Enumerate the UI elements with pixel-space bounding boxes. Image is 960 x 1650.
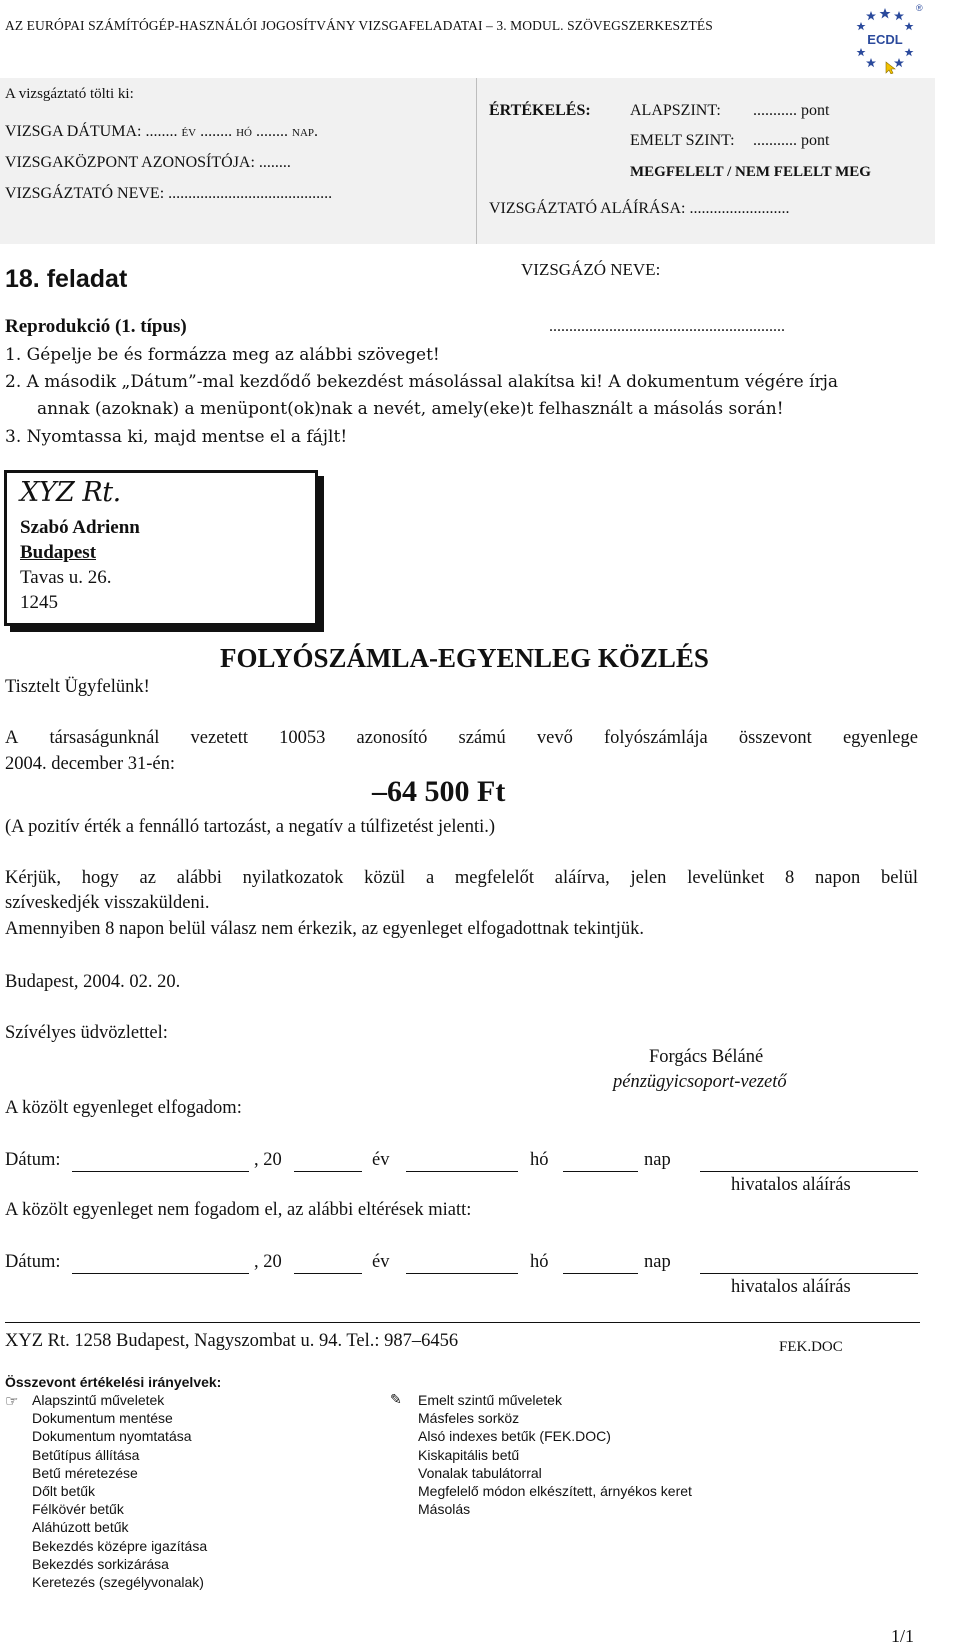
pass-fail-label: MEGFELELT / NEM FELELT MEG [630, 164, 871, 180]
signer-title: pénzügyicsoport-vezető [613, 1072, 787, 1092]
page-number: 1/1 [891, 1626, 915, 1646]
ecdl-logo [846, 2, 924, 74]
evaluation-label: ÉRTÉKELÉS: [489, 102, 591, 119]
signer-name: Forgács Béláné [649, 1047, 764, 1067]
guideline-item: Bekezdés középre igazítása [32, 1537, 208, 1554]
year-line-2 [294, 1273, 362, 1274]
guideline-item: Emelt szintű műveletek [418, 1392, 562, 1408]
year-prefix-2: , 20 [254, 1252, 282, 1272]
task-subtitle: Reprodukció (1. típus) [5, 316, 187, 337]
guideline-item: Másfeles sorköz [418, 1410, 520, 1427]
date-place: Budapest, 2004. 02. 20. [5, 972, 181, 992]
recipient-city: Budapest [20, 542, 97, 563]
reject-statement: A közölt egyenleget nem fogadom el, az alábbi eltérések miatt: [5, 1200, 472, 1220]
examinee-name-dots: ........................................................... [549, 318, 785, 335]
word: alábbi [176, 868, 222, 888]
logo-text: ECDL [867, 32, 903, 47]
word: Kérjük, [5, 868, 61, 888]
paragraph-2-line-1 [5, 868, 918, 889]
guideline-item: Megfelelő módon elkészített, árnyékos keret [418, 1483, 692, 1499]
guideline-item: Félkövér betűk [32, 1501, 124, 1518]
word: a [425, 868, 435, 888]
pointing-hand-icon: ☞ [5, 1394, 19, 1410]
guideline-item: Dőlt betűk [32, 1483, 96, 1499]
guideline-item: Másolás [418, 1501, 471, 1518]
center-id-field: VIZSGAKÖZPONT AZONOSÍTÓJA: ........ [5, 154, 291, 171]
balance-note: (A pozitív érték a fennálló tartozást, a negatív a túlfizetést jelenti.) [5, 817, 496, 837]
examiner-name-field: VIZSGÁZTATÓ NEVE: ......................................... [5, 185, 333, 202]
file-name: FEK.DOC [779, 1339, 843, 1355]
day-line-1 [563, 1171, 638, 1172]
recipient-street: Tavas u. 26. [20, 567, 112, 588]
balance-amount: –64 500 Ft [372, 775, 506, 808]
advanced-level-label: EMELT SZINT: [630, 132, 735, 149]
basic-level-label: ALAPSZINT: [630, 102, 721, 119]
word: belül [880, 868, 918, 888]
evaluation-panel [477, 78, 935, 244]
document-header: AZ EURÓPAI SZÁMÍTÓGÉP-HASZNÁLÓI JOGOSÍTVÁNY VIZSGAFELADATAI – 3. MODUL. SZÖVEGSZERKESZTÉS [5, 18, 713, 33]
signature-line-1 [700, 1171, 918, 1172]
word: az [139, 868, 156, 888]
instruction-2: 2. A második „Dátum”-mal kezdődő bekezdést másolással alakítsa ki! A dokumentum végére írja [5, 372, 839, 392]
guideline-item: Alapszintű műveletek [32, 1392, 165, 1408]
letter-heading: FOLYÓSZÁMLA-EGYENLEG KÖZLÉS [220, 643, 709, 673]
year-word-2: év [372, 1252, 390, 1272]
word: vezetett [190, 728, 249, 748]
guideline-item: Dokumentum nyomtatása [32, 1428, 192, 1445]
guideline-item: Betűtípus állítása [32, 1446, 140, 1463]
footer-address: XYZ Rt. 1258 Budapest, Nagyszombat u. 94. Tel.: 987–6456 [5, 1331, 459, 1351]
month-line-1 [406, 1171, 518, 1172]
word: jelen [630, 868, 667, 888]
paragraph-1-line-1 [5, 728, 918, 749]
date-label-1: Dátum: [5, 1150, 61, 1170]
word: nyilatkozatok [242, 868, 344, 888]
recipient-zip: 1245 [20, 592, 58, 613]
word: azonosító [356, 728, 428, 748]
word: aláírva, [554, 868, 610, 888]
day-line-2 [563, 1273, 638, 1274]
word: napon [815, 868, 861, 888]
date-label-2: Dátum: [5, 1252, 61, 1272]
recipient-name: Szabó Adrienn [20, 517, 140, 538]
footer-rule [5, 1322, 920, 1323]
basic-points-field: ........... pont [753, 102, 830, 119]
word: társaságunknál [49, 728, 160, 748]
instruction-3: 3. Nyomtassa ki, majd mentse el a fájlt! [5, 427, 348, 447]
filled-by-label: A vizsgáztató tölti ki: [5, 86, 134, 102]
guideline-item: Aláhúzott betűk [32, 1519, 129, 1536]
examiner-signature-field: VIZSGÁZTATÓ ALÁÍRÁSA: ......................... [489, 200, 790, 217]
svg-text:®: ® [916, 3, 923, 13]
advanced-points-field: ........... pont [753, 132, 830, 149]
paragraph-1-line-2: 2004. december 31-én: [5, 754, 176, 774]
paragraph-3: Amennyiben 8 napon belül válasz nem érkezik, az egyenleget elfogadottnak tekintjük. [5, 919, 645, 939]
year-line-1 [294, 1171, 362, 1172]
closing: Szívélyes üdvözlettel: [5, 1023, 168, 1043]
exam-date-field: VIZSGA DÁTUMA: ........ év ........ hó ........ nap. [5, 123, 319, 140]
word: levelünket [687, 868, 765, 888]
month-word-2: hó [530, 1252, 549, 1272]
word: vevő [536, 728, 573, 748]
official-signature-2: hivatalos aláírás [731, 1277, 851, 1297]
accept-statement: A közölt egyenleget elfogadom: [5, 1098, 242, 1118]
salutation: Tisztelt Ügyfelünk! [5, 677, 150, 697]
signature-line-2 [700, 1273, 918, 1274]
word: 8 [785, 868, 795, 888]
day-word-1: nap [644, 1150, 671, 1170]
word: egyenlege [842, 728, 918, 748]
month-word-1: hó [530, 1150, 549, 1170]
instruction-2-cont: annak (azoknak) a menüpont(ok)nak a nevét, amely(eke)t felhasznált a másolás során! [37, 399, 784, 419]
examiner-info-panel [0, 78, 477, 244]
guidelines-title: Összevont értékelési irányelvek: [5, 1374, 222, 1390]
word: számú [458, 728, 506, 748]
guideline-item: Dokumentum mentése [32, 1410, 173, 1427]
paragraph-2-line-2: szíveskedjék visszaküldeni. [5, 893, 210, 913]
task-title: 18. feladat [5, 265, 128, 293]
guideline-item: Betű méretezése [32, 1464, 138, 1481]
instruction-1: 1. Gépelje be és formázza meg az alábbi szöveget! [5, 345, 440, 365]
word: folyószámlája [603, 728, 708, 748]
address-box [4, 470, 318, 626]
examinee-name-label: VIZSGÁZÓ NEVE: [521, 260, 661, 279]
guideline-item: Alsó indexes betűk (FEK.DOC) [418, 1428, 611, 1445]
company-name: XYZ Rt. [20, 477, 121, 508]
word: megfelelőt [454, 868, 535, 888]
word: közül [364, 868, 406, 888]
day-word-2: nap [644, 1252, 671, 1272]
guideline-item: Keretezés (szegélyvonalak) [32, 1574, 204, 1590]
official-signature-1: hivatalos aláírás [731, 1175, 851, 1195]
guideline-item: Vonalak tabulátorral [418, 1464, 542, 1481]
pen-icon: ✎ [390, 1393, 402, 1408]
word: összevont [738, 728, 812, 748]
guideline-item: Kiskapitális betű [418, 1446, 520, 1463]
date-line-1 [72, 1171, 249, 1172]
guideline-item: Bekezdés sorkizárása [32, 1555, 169, 1572]
year-prefix-1: , 20 [254, 1150, 282, 1170]
word: 10053 [279, 728, 326, 748]
word: A [5, 728, 19, 748]
word: hogy [81, 868, 119, 888]
date-line-2 [72, 1273, 249, 1274]
month-line-2 [406, 1273, 518, 1274]
year-word-1: év [372, 1150, 390, 1170]
